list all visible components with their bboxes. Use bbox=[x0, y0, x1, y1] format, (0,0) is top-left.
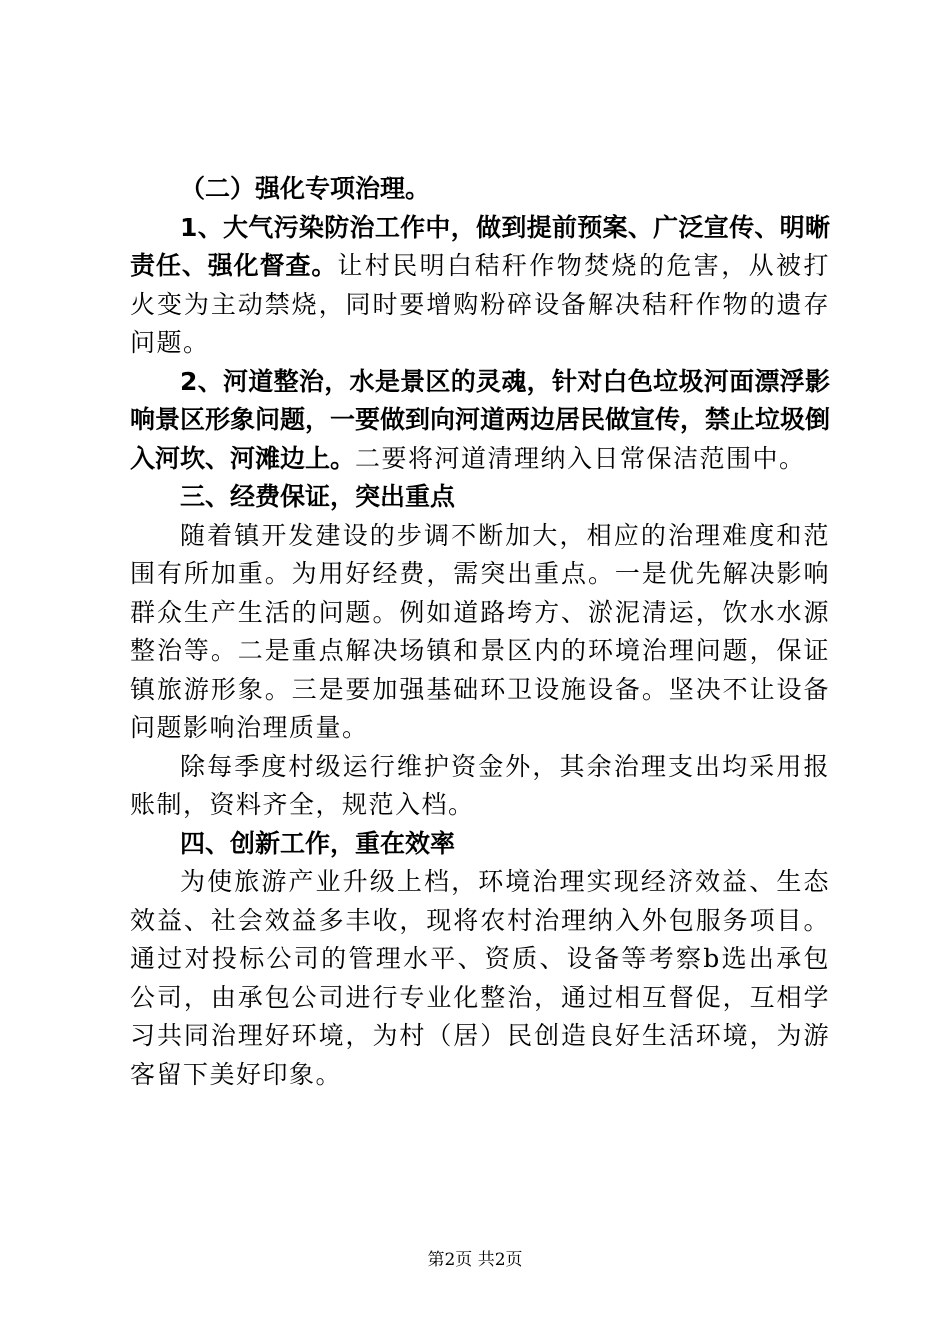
paragraph-regular-text: 随着镇开发建设的步调不断加大，相应的治理难度和范围有所加重。为用好经费，需突出重点。一是优先解决影响群众生产生活的问题。例如道路垮方、淤泥清运，饮水水源整治等。二是重点解决场镇和景区内的环境治理问题，保证镇旅游形象。三是要加强基础环卫设施设备。坚决不让设备问题影响治理质量。 bbox=[130, 520, 830, 742]
paragraph-regular-text: 让村民明白秸秆作物焚烧的危害，从被打火变为主动禁烧，同时要增购粉碎设备解决秸秆作物的遗存问题。 bbox=[130, 251, 830, 357]
paragraph-regular-text: 除每季度村级运行维护资金外，其余治理支出均采用报账制，资料齐全，规范入档。 bbox=[130, 751, 830, 819]
heading-section-4 bbox=[130, 825, 830, 864]
paragraph-reimbursement bbox=[130, 748, 830, 825]
paragraph-bold-text: 2、河道整治，水是景区的灵魂，针对白色垃圾河面漂浮影响景区形象问题，一要做到向河道两边居民做宣传，禁止垃圾倒入河坎、河滩边上。 bbox=[130, 366, 831, 473]
paragraph-section-2 bbox=[130, 170, 830, 209]
paragraph-bold-text: 四、创新工作，重在效率 bbox=[180, 828, 456, 858]
paragraph-bold-text: 1、大气污染防治工作中，做到提前预案、广泛宣传、明晰责任、强化督查。 bbox=[130, 212, 830, 280]
paragraph-funding bbox=[130, 517, 830, 748]
paragraph-regular-text: 二要将河道清理纳入日常保洁范围中。 bbox=[355, 443, 806, 473]
document-body bbox=[130, 170, 830, 1094]
paragraph-bold-text: 三、经费保证，突出重点 bbox=[180, 482, 456, 511]
paragraph-item-2 bbox=[130, 363, 830, 479]
paragraph-item-1 bbox=[130, 209, 830, 363]
paragraph-regular-text: 为使旅游产业升级上档，环境治理实现经济效益、生态效益、社会效益多丰收，现将农村治理纳入外包服务项目。通过对投标公司的管理水平、资质、设备等考察b选出承包公司，由承包公司进行专业化整治，通过相互督促，互相学习共同治理好环境，为村（居）民创造良好生活环境，为游客留下美好印象。 bbox=[130, 867, 830, 1089]
heading-section-3 bbox=[130, 478, 830, 517]
page-number-footer: 第2页 共2页 bbox=[427, 1250, 523, 1270]
paragraph-innovation bbox=[130, 863, 830, 1094]
paragraph-bold-text: （二）强化专项治理。 bbox=[180, 174, 431, 203]
